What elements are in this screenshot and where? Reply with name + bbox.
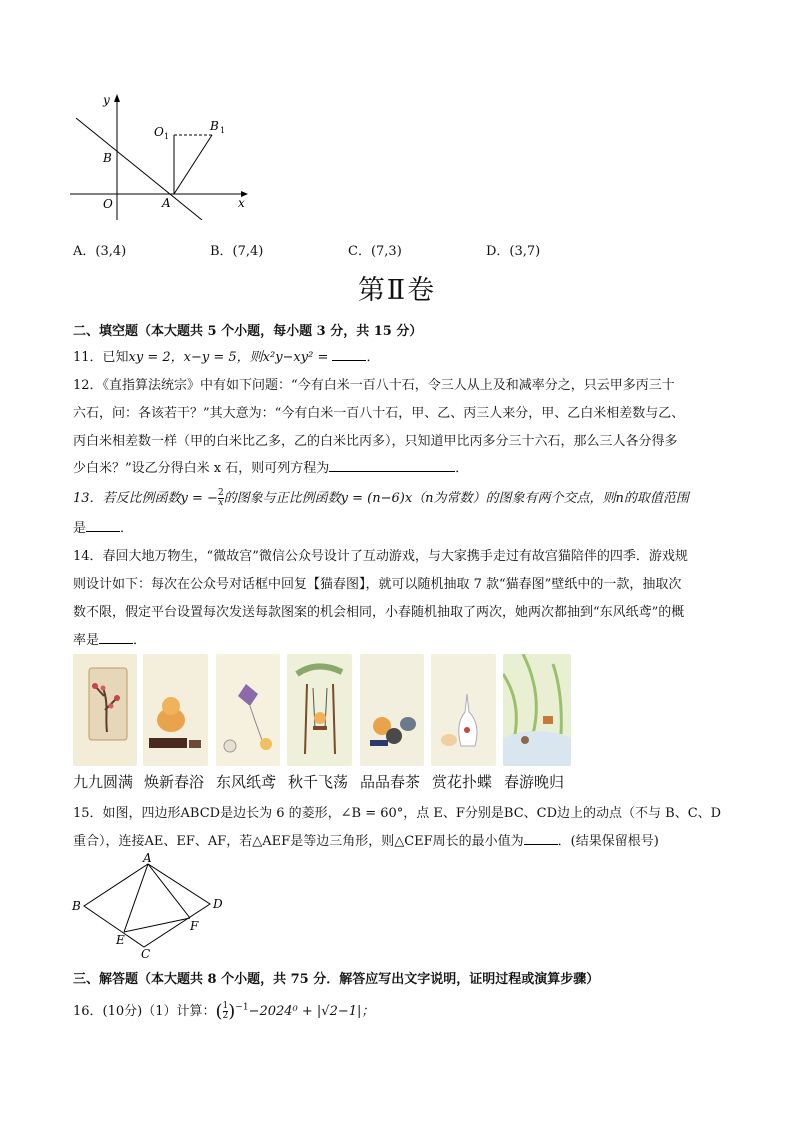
q16-prefix: 16．(10分)（1）计算： bbox=[73, 1004, 216, 1019]
wallpaper-card-3 bbox=[216, 654, 280, 766]
caption-7: 春游晚归 bbox=[504, 773, 565, 791]
q14-line-1: 14．春回大地万物生，“微故宫”微信公众号设计了互动游戏，与大家携手走过有故宫猫陪伴的四季．游戏规 bbox=[73, 549, 688, 564]
wallpaper-art-bath bbox=[143, 654, 208, 766]
caption-2: 焕新春浴 bbox=[144, 773, 205, 791]
q12-line-4 bbox=[73, 457, 468, 476]
q14-blank bbox=[99, 630, 133, 644]
q15-line-2-text: 重合），连接AE、EF、AF，若△AEF是等边三角形，则△CEF周长的最小值为 bbox=[73, 834, 524, 849]
q11-prefix: 11．已知 bbox=[73, 350, 129, 365]
q13-end: ． bbox=[120, 521, 134, 536]
question-16 bbox=[73, 1000, 374, 1022]
q14-line-4-text: 率是 bbox=[73, 633, 100, 648]
wallpaper-card-6 bbox=[431, 654, 496, 766]
q13-prefix: 13．若反比例函数y = − bbox=[73, 491, 218, 506]
q13-middle: 的图象与正比例函数y = (n−6)x（n为常数）的图象有两个交点，则n的取值范围 bbox=[223, 491, 689, 506]
q14-line-2: 则设计如下：每次在公众号对话框中回复【猫春图】，就可以随机抽取 7 款“猫春图”壁纸中的一款，抽取次 bbox=[73, 577, 682, 592]
q13-denominator: x bbox=[218, 498, 224, 508]
q13-numerator: 2 bbox=[217, 488, 224, 498]
section-title: 第Ⅱ卷 bbox=[357, 275, 437, 306]
wallpaper-art-tea bbox=[360, 654, 424, 766]
label-b1-sub: 1 bbox=[220, 126, 226, 135]
vertex-a: A bbox=[143, 852, 152, 865]
segment-ef bbox=[124, 918, 190, 932]
option-a: A．(3,4) bbox=[73, 244, 127, 259]
caption-6: 赏花扑蝶 bbox=[432, 773, 493, 791]
label-o1-sub: 1 bbox=[164, 132, 170, 141]
q12-line-4-text: 少白米？”设乙分得白米 x 石，则可列方程为 bbox=[73, 461, 330, 476]
line-ab bbox=[76, 118, 202, 220]
wallpaper-art-spring-trip bbox=[503, 654, 571, 766]
q12-line-1: 12．《直指算法统宗》中有如下问题：“今有白米一百八十石，令三人从上及和减率分之，只云甲多丙三十 bbox=[73, 378, 675, 393]
vertex-e: E bbox=[116, 933, 125, 947]
coordinate-graph bbox=[70, 90, 260, 220]
option-b: B．(7,4) bbox=[210, 244, 264, 259]
vertex-c: C bbox=[141, 947, 151, 960]
segment-af bbox=[148, 864, 190, 918]
label-o1: O bbox=[154, 125, 164, 139]
label-b1: B bbox=[210, 119, 219, 133]
label-x: x bbox=[238, 196, 245, 210]
wallpaper-card-7 bbox=[503, 654, 571, 766]
segment-ab1 bbox=[174, 135, 212, 194]
wallpaper-card-5 bbox=[360, 654, 424, 766]
wallpaper-art-swing bbox=[287, 654, 352, 766]
wallpaper-card-1 bbox=[73, 654, 137, 766]
q16-paren-close: ) bbox=[228, 1001, 236, 1022]
q12-line-2: 六石，问：各该若干？”其大意为：“今有白米一百八十石，甲、乙、丙三人来分，甲、乙白米相差数与乙、 bbox=[73, 406, 685, 421]
q15-blank bbox=[524, 831, 558, 845]
label-a: A bbox=[162, 196, 171, 210]
q13-line-2-text: 是 bbox=[73, 521, 87, 536]
wallpaper-art-vase bbox=[431, 654, 496, 766]
label-b: B bbox=[103, 151, 112, 165]
q13-line-2 bbox=[73, 517, 133, 536]
q16-rest: −2024⁰ + |√2−1|； bbox=[248, 1004, 375, 1019]
vertex-f: F bbox=[190, 919, 199, 933]
q16-exponent: −1 bbox=[235, 1002, 249, 1013]
caption-3: 东风纸鸢 bbox=[216, 773, 277, 791]
rhombus-abcd bbox=[84, 864, 210, 947]
segment-ae bbox=[124, 864, 148, 932]
q14-line-4 bbox=[73, 629, 146, 648]
wallpaper-card-4 bbox=[287, 654, 352, 766]
q11-end: ． bbox=[366, 350, 380, 365]
vertex-d: D bbox=[213, 897, 223, 911]
wallpaper-art-kite bbox=[216, 654, 280, 766]
question-11 bbox=[73, 346, 380, 365]
q14-end: ． bbox=[133, 633, 147, 648]
q13-blank bbox=[86, 518, 120, 532]
caption-1: 九九圆满 bbox=[73, 773, 134, 791]
q15-end: ．(结果保留根号) bbox=[557, 834, 659, 849]
y-axis-arrow bbox=[114, 94, 120, 102]
rhombus-figure bbox=[70, 852, 240, 960]
label-y: y bbox=[103, 93, 110, 107]
wallpaper-art-plum bbox=[73, 654, 137, 766]
vertex-b: B bbox=[72, 899, 81, 913]
q12-line-3: 丙白米相差数一样（甲的白米比乙多，乙的白米比丙多），只知道甲比丙多分三十六石，那么三人各分得多 bbox=[73, 434, 678, 449]
q11-body: xy = 2，x−y = 5，则x²y−xy² = bbox=[128, 350, 333, 365]
q12-end: ． bbox=[455, 461, 469, 476]
question-13 bbox=[73, 487, 689, 508]
q16-paren-open: ( bbox=[215, 1001, 223, 1022]
label-origin: O bbox=[103, 197, 113, 211]
caption-5: 品品春茶 bbox=[360, 773, 421, 791]
wallpaper-card-2 bbox=[143, 654, 208, 766]
option-c: C．(7,3) bbox=[348, 244, 402, 259]
q15-line-2 bbox=[73, 830, 659, 849]
section-fill-blank-heading: 二、填空题（本大题共 5 个小题，每小题 3 分，共 15 分） bbox=[73, 324, 423, 339]
q14-line-3: 数不限，假定平台设置每次发送每款图案的机会相同，小春随机抽取了两次，她两次都抽到“东风纸鸢”的概 bbox=[73, 605, 685, 620]
q12-blank bbox=[329, 458, 455, 472]
caption-4: 秋千飞荡 bbox=[288, 773, 349, 791]
option-d: D．(3,7) bbox=[486, 244, 541, 259]
section-solve-heading: 三、解答题（本大题共 8 个小题，共 75 分．解答应写出文字说明，证明过程或演算步骤） bbox=[73, 972, 600, 987]
q11-blank bbox=[332, 347, 366, 361]
q15-line-1: 15．如图，四边形ABCD是边长为 6 的菱形，∠B = 60°，点 E、F分别是BC、CD边上的动点（不与 B、C、D bbox=[73, 806, 722, 821]
q16-frac-num: 1 bbox=[222, 1001, 229, 1011]
q16-frac-den: 2 bbox=[222, 1011, 229, 1021]
